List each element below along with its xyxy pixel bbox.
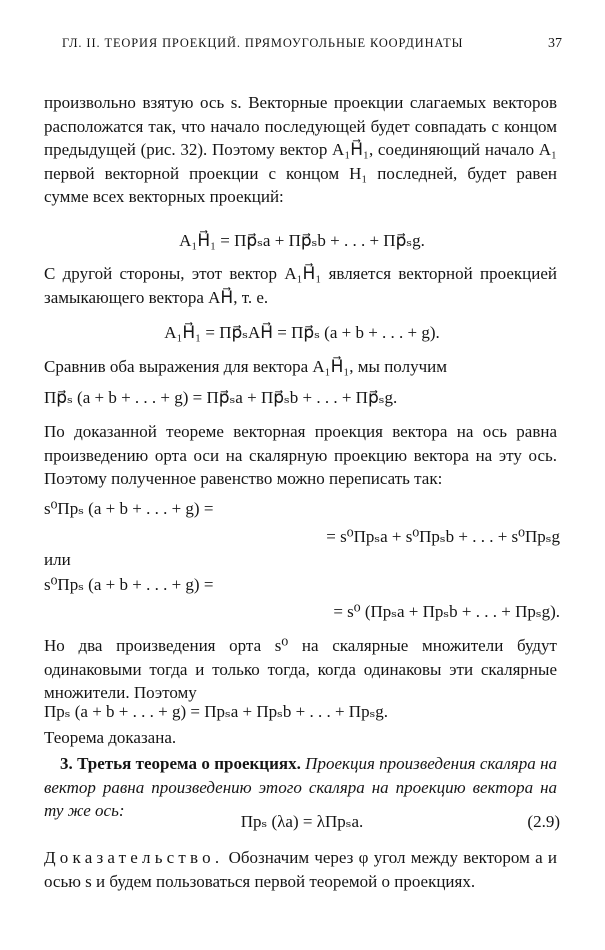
paragraph-1: произвольно взятую ось s. Векторные проекции слагаемых векторов расположатся так, что начало последующей будет совпадать с концом предыдущей (рис. 32). Поэтому вектор A₁H⃗₁, соединяющий начало A₁ первой векторной проекции с концом H₁ последней, будет равен сумме всех векторных проекций: [44,93,557,206]
equation-5-line-2: = s⁰ (Прₛa + Прₛb + . . . + Прₛg). [333,602,560,621]
equation-7-body: Прₛ (λa) = λПрₛa. [240,812,364,831]
theorem-3-statement: Проекция произведения скаляра на вектор равна произведению этого скаляра на проекцию вектора на ту же ось: [44,754,558,820]
proof-text: Обозначим через φ угол между вектором a и осью s и будем пользоваться первой теоремой о проекциях. [44,848,557,891]
paragraph-5: Но два произведения орта s⁰ на скалярные множители будут одинаковыми тогда и только тогда, когда одинаковы эти скалярные множители. Поэтому [44,636,557,702]
equation-3: Пр⃗ₛ (a + b + . . . + g) = Пр⃗ₛa + Пр⃗ₛb + . . . + Пр⃗ₛg. [44,388,398,407]
equation-6: Прₛ (a + b + . . . + g) = Прₛa + Прₛb + . . . + Прₛg. [44,702,389,721]
theorem-proved-text: Теорема доказана. [44,728,177,747]
equation-2: A₁H⃗₁ = Пр⃗ₛAH⃗ = Пр⃗ₛ (a + b + . . . + g). [164,323,440,342]
page-number: 37 [548,36,562,51]
equation-7 [44,812,560,832]
paragraph-3: Сравнив оба выражения для вектора A₁H⃗₁, мы получим [44,357,447,376]
equation-4-line-2: = s⁰Прₛa + s⁰Прₛb + . . . + s⁰Прₛg [326,527,560,546]
running-title: ГЛ. II. ТЕОРИЯ ПРОЕКЦИЙ. ПРЯМОУГОЛЬНЫЕ КООРДИНАТЫ [62,36,464,50]
paragraph-4: По доказанной теореме векторная проекция вектора на ось равна произведению орта оси на скалярную проекцию вектора на эту ось. Поэтому полученное равенство можно переписать так: [44,422,557,488]
equation-5-line-1: s⁰Прₛ (a + b + . . . + g) = [44,575,214,594]
equation-1: A₁H⃗₁ = Пр⃗ₛa + Пр⃗ₛb + . . . + Пр⃗ₛg. [179,231,425,250]
running-header [62,36,562,51]
paragraph-2: С другой стороны, этот вектор A₁H⃗₁ является векторной проекцией замыкающего вектора AH⃗, т. е. [44,264,557,307]
proof-paragraph [44,846,557,893]
proof-label: Доказательство. [44,848,224,867]
equation-number: (2.9) [527,812,560,831]
or-word: или [44,550,71,569]
equation-4-line-1: s⁰Прₛ (a + b + . . . + g) = [44,499,214,518]
theorem-3-heading: 3. Третья теорема о проекциях. [60,754,301,773]
